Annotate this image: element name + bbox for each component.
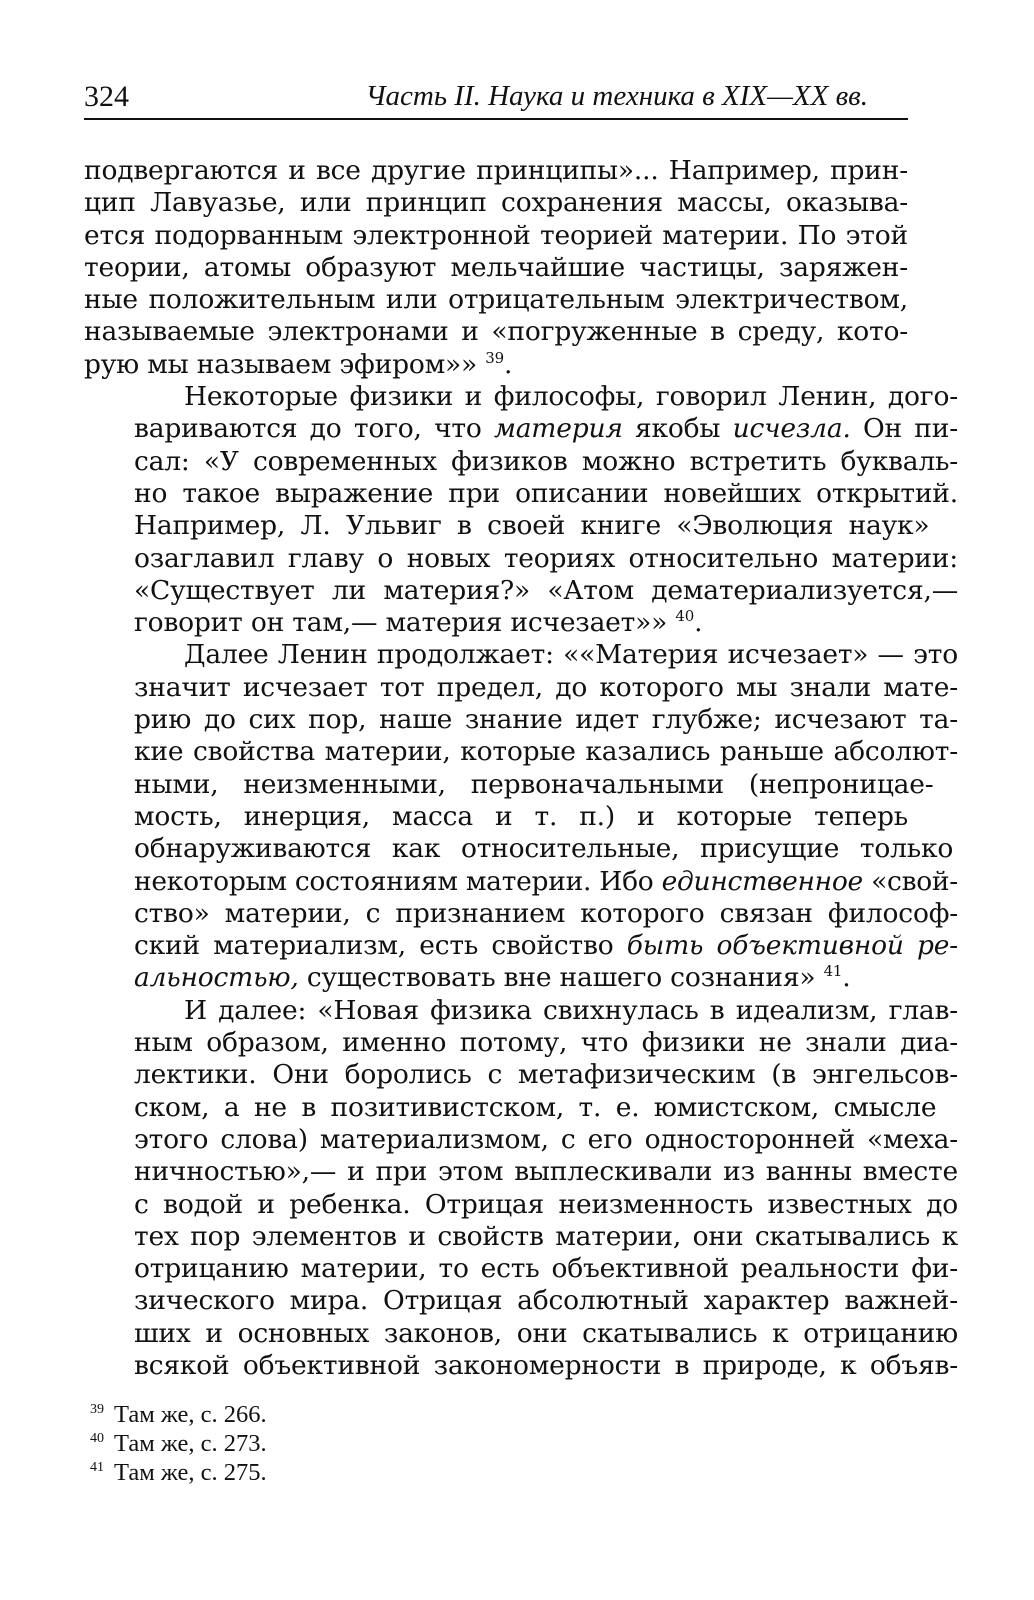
text-line: зического мира. Отрицая абсолютный характер важней- — [134, 1285, 958, 1317]
text-line: ным образом, именно потому, что физики не знали диа- — [134, 1027, 958, 1059]
text-line: теории, атомы образуют мельчайшие частицы, заряжен- — [84, 251, 908, 283]
emphasis: исчезла. — [732, 413, 851, 445]
footnote-number: 40 — [90, 1430, 104, 1446]
text-line: значит исчезает тот предел, до которого мы знали мате- — [134, 671, 958, 703]
text-run: . — [842, 962, 851, 994]
text-line: И далее: «Новая физика свихнулась в идеализм, глав- — [184, 994, 958, 1026]
footnote — [90, 1458, 490, 1487]
text-line: ными, неизменными, первоначальными (непроницае- — [134, 768, 934, 800]
text-line: сал: «У современных физиков можно встретить букваль- — [134, 445, 958, 477]
emphasis: материя — [493, 413, 623, 445]
text-line: ничностью»,— и при этом выплескивали из ванны вместе — [134, 1156, 958, 1188]
text-run: говорит он там,— материя исчезает»» — [134, 607, 668, 639]
text-run: существовать вне нашего сознания» — [298, 962, 816, 994]
text-run: «свой- — [862, 865, 958, 897]
text-line — [84, 865, 958, 898]
footnote-number: 41 — [90, 1459, 104, 1475]
text-line: мость, инерция, масса и т. п.) и которые теперь — [134, 800, 908, 832]
text-line: цип Лавуазье, или принцип сохранения массы, оказыва- — [84, 187, 908, 219]
text-run: Он пи- — [850, 413, 958, 445]
text-line — [84, 930, 958, 962]
text-run: . — [694, 607, 703, 639]
paragraph — [84, 155, 908, 381]
text-run: ский материализм, есть свойство — [134, 930, 627, 962]
footnote — [90, 1429, 490, 1458]
paragraph — [84, 994, 958, 1383]
text-line: ные положительным или отрицательным электричеством, — [84, 284, 908, 316]
footnote-ref: 40 — [675, 607, 695, 626]
emphasis: альностью, — [134, 962, 299, 994]
text-line: ском, а не в позитивистском, т. е. юмистском, смысле — [134, 1091, 937, 1123]
text-line: обнаруживаются как относительные, присущие только — [134, 833, 954, 865]
text-line: этого слова) материализмом, с его односторонней «меха- — [134, 1123, 958, 1155]
footnote-text: Там же, с. 266. — [114, 1401, 267, 1428]
text-line: но такое выражение при описании новейших открытий. — [134, 477, 958, 509]
text-line: рию до сих пор, наше знание идет глубже; исчезают та- — [134, 704, 958, 736]
text-line: «Существует ли материя?» «Атом дематериализуется,— — [134, 574, 958, 606]
text-run: рую мы называем эфиром»» — [84, 348, 478, 380]
text-line: называемые электронами и «погруженные в среду, кото- — [84, 316, 908, 348]
text-line: озаглавил главу о новых теориях относительно материи: — [134, 542, 958, 574]
text-line: лектики. Они боролись с метафизическим (в энгельсов- — [134, 1059, 958, 1091]
text-line: с водой и ребенка. Отрицая неизменность известных до — [134, 1188, 958, 1220]
text-line — [84, 413, 958, 445]
body-text — [84, 155, 958, 1382]
text-line: подвергаются и все другие принципы»... Например, прин- — [84, 155, 908, 186]
text-line — [84, 962, 908, 994]
text-run: . — [503, 348, 513, 380]
text-line: кие свойства материи, которые казались раньше абсолют- — [134, 736, 958, 768]
text-line — [84, 349, 908, 381]
footnote-text: Там же, с. 275. — [114, 1459, 267, 1486]
page-header — [84, 74, 908, 120]
footnote-text: Там же, с. 273. — [114, 1430, 267, 1457]
text-line: всякой объективной закономерности в природе, к объяв- — [134, 1349, 958, 1381]
text-line: тех пор элементов и свойств материи, они скатывались к — [134, 1220, 958, 1252]
text-line: Некоторые физики и философы, говорил Ленин, дого- — [184, 381, 958, 413]
text-line: отрицанию материи, то есть объективной реальности фи- — [134, 1253, 958, 1285]
text-line: ших и основных законов, они скатывались к отрицанию — [134, 1317, 958, 1349]
text-line: ство» материи, с признанием которого связан философ- — [134, 897, 958, 929]
text-line — [84, 607, 908, 639]
running-head: Часть II. Наука и техника в XIX—XX вв. — [365, 80, 868, 112]
footnote-number: 39 — [90, 1401, 104, 1417]
footnote-ref: 41 — [823, 962, 843, 981]
text-line: Например, Л. Ульвиг в своей книге «Эволюция наук» — [134, 510, 930, 542]
emphasis: единственное — [661, 865, 863, 897]
paragraph — [84, 639, 958, 994]
page-number: 324 — [84, 80, 129, 113]
footnote-ref: 39 — [485, 348, 504, 367]
text-run: якобы — [622, 413, 733, 445]
text-run: некоторым состояниям материи. Ибо — [134, 865, 662, 897]
emphasis: быть объективной ре- — [626, 930, 958, 962]
footnote — [90, 1400, 490, 1429]
paragraph — [84, 381, 958, 639]
text-run: вариваются до того, что — [134, 413, 494, 445]
text-line: ется подорванным электронной теорией материи. По этой — [84, 219, 908, 251]
text-line: Далее Ленин продолжает: ««Материя исчезает» — это — [184, 639, 958, 671]
footnotes — [90, 1400, 490, 1487]
